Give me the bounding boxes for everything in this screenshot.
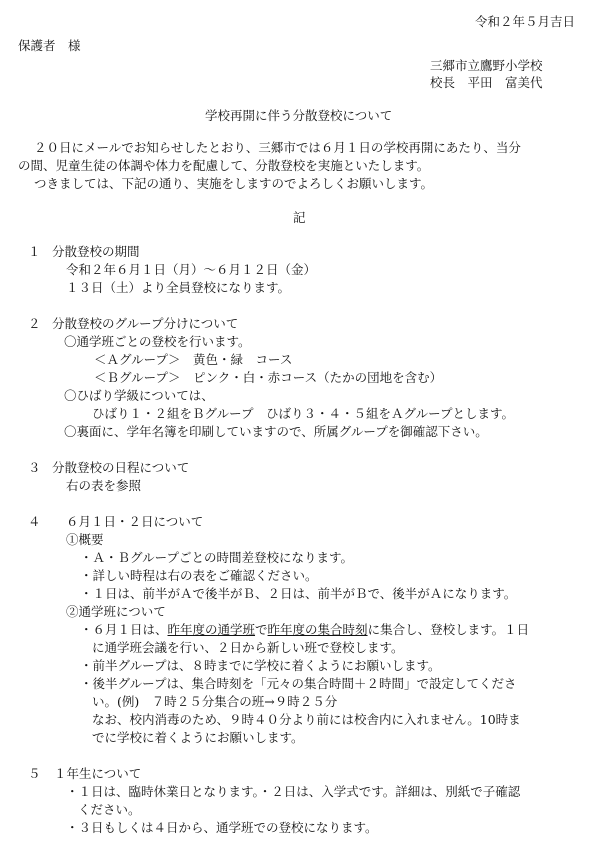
section-1-number: １ bbox=[28, 244, 41, 259]
section-1-line-2: １３日（土）より全員登校になります。 bbox=[66, 280, 291, 295]
last-year-group: 昨年度の通学班 bbox=[167, 622, 256, 637]
section-5-bullet-1-line-2: ください。 bbox=[78, 802, 141, 817]
commute-bullet-3-line-2: い。(例) ７時２５分集合の班→９時２５分 bbox=[92, 694, 338, 709]
section-4-number: ４ bbox=[28, 514, 41, 529]
section-1-heading: 分散登校の期間 bbox=[52, 244, 140, 259]
section-4-sub-1: ①概要 bbox=[66, 532, 104, 547]
section-5-bullet-2: ・３日もしくは４日から、通学班での登校になります。 bbox=[66, 820, 378, 835]
group-b: ＜Ｂグループ＞ ピンク・白・赤コース（たかの団地を含む） bbox=[94, 370, 443, 385]
intro-line-3: つきましては、下記の通り、実施をしますのでよろしくお願いします。 bbox=[34, 176, 434, 191]
section-2-line-1: 〇通学班ごとの登校を行います。 bbox=[64, 334, 251, 349]
section-2-line-2: 〇ひばり学級については、 bbox=[64, 388, 214, 403]
section-5-bullet-1-line-1: ・１日は、臨時休業日となります。・２日は、入学式です。詳細は、別紙で子確認 bbox=[66, 784, 521, 799]
commute-bullet-1-post: に集合し、登校します。１日 bbox=[367, 622, 530, 637]
group-a: ＜Ａグループ＞ 黄色・緑 コース bbox=[94, 352, 293, 367]
intro-line-2: の間、児童生徒の体調や体力を配慮して、分散登校を実施といたします。 bbox=[18, 158, 430, 173]
commute-bullet-1-pre: ・６月１日は、 bbox=[80, 622, 168, 637]
section-3-number: ３ bbox=[28, 460, 41, 475]
commute-bullet-1-mid: で bbox=[255, 622, 268, 637]
last-year-meeting-time: 昨年度の集合時刻 bbox=[267, 622, 368, 637]
section-4-bullet-3: ・１日は、前半がＡで後半がＢ、２日は、前半がＢで、後半がＡになります。 bbox=[80, 586, 517, 601]
commute-bullet-1-line-2: に通学班会議を行い、２日から新しい班で登校します。 bbox=[92, 640, 404, 655]
section-4-heading: ６月１日・２日について bbox=[66, 514, 204, 529]
section-5-heading: １年生について bbox=[54, 766, 142, 781]
section-1-line-1: 令和２年６月１日（月）～６月１２日（金） bbox=[66, 262, 317, 277]
ki-marker: 記 bbox=[293, 210, 306, 225]
issue-date: 令和２年５月吉日 bbox=[475, 14, 576, 29]
commute-bullet-2: ・前半グループは、８時までに学校に着くようにお願いします。 bbox=[80, 658, 441, 673]
section-5-number: ５ bbox=[28, 766, 41, 781]
commute-bullet-3-line-3: なお、校内消毒のため、９時４０分より前には校舎内に入れません。10時ま bbox=[92, 712, 521, 727]
intro-line-1: ２０日にメールでお知らせしたとおり、三郷市では６月１日の学校再開にあたり、当分 bbox=[34, 140, 521, 155]
section-4-bullet-2: ・詳しい時程は右の表をご確認ください。 bbox=[80, 568, 318, 583]
document-title: 学校再開に伴う分散登校について bbox=[205, 108, 393, 123]
section-2-line-4: 〇裏面に、学年名簿を印刷していますので、所属グループを御確認下さい。 bbox=[64, 424, 488, 439]
section-3-line-1: 右の表を参照 bbox=[66, 478, 142, 493]
school-name: 三郷市立鷹野小学校 bbox=[430, 58, 543, 73]
section-2-heading: 分散登校のグループ分けについて bbox=[52, 316, 239, 331]
section-2-number: ２ bbox=[28, 316, 41, 331]
section-4-bullet-1: ・Ａ・Ｂグループごとの時間差登校になります。 bbox=[80, 550, 354, 565]
commute-bullet-1 bbox=[80, 622, 529, 638]
commute-bullet-3-line-1: ・後半グループは、集合時刻を「元々の集合時間＋２時間」で設定してくださ bbox=[80, 676, 517, 691]
section-3-heading: 分散登校の日程について bbox=[52, 460, 190, 475]
recipient: 保護者 様 bbox=[18, 38, 81, 53]
section-2-line-3: ひばり１・２組をＢグループ ひばり３・４・５組をＡグループとします。 bbox=[92, 406, 515, 421]
principal-name: 校長 平田 富美代 bbox=[430, 75, 543, 90]
commute-bullet-3-line-4: でに学校に着くようにお願いします。 bbox=[92, 730, 304, 745]
section-4-sub-2: ②通学班について bbox=[66, 604, 166, 619]
